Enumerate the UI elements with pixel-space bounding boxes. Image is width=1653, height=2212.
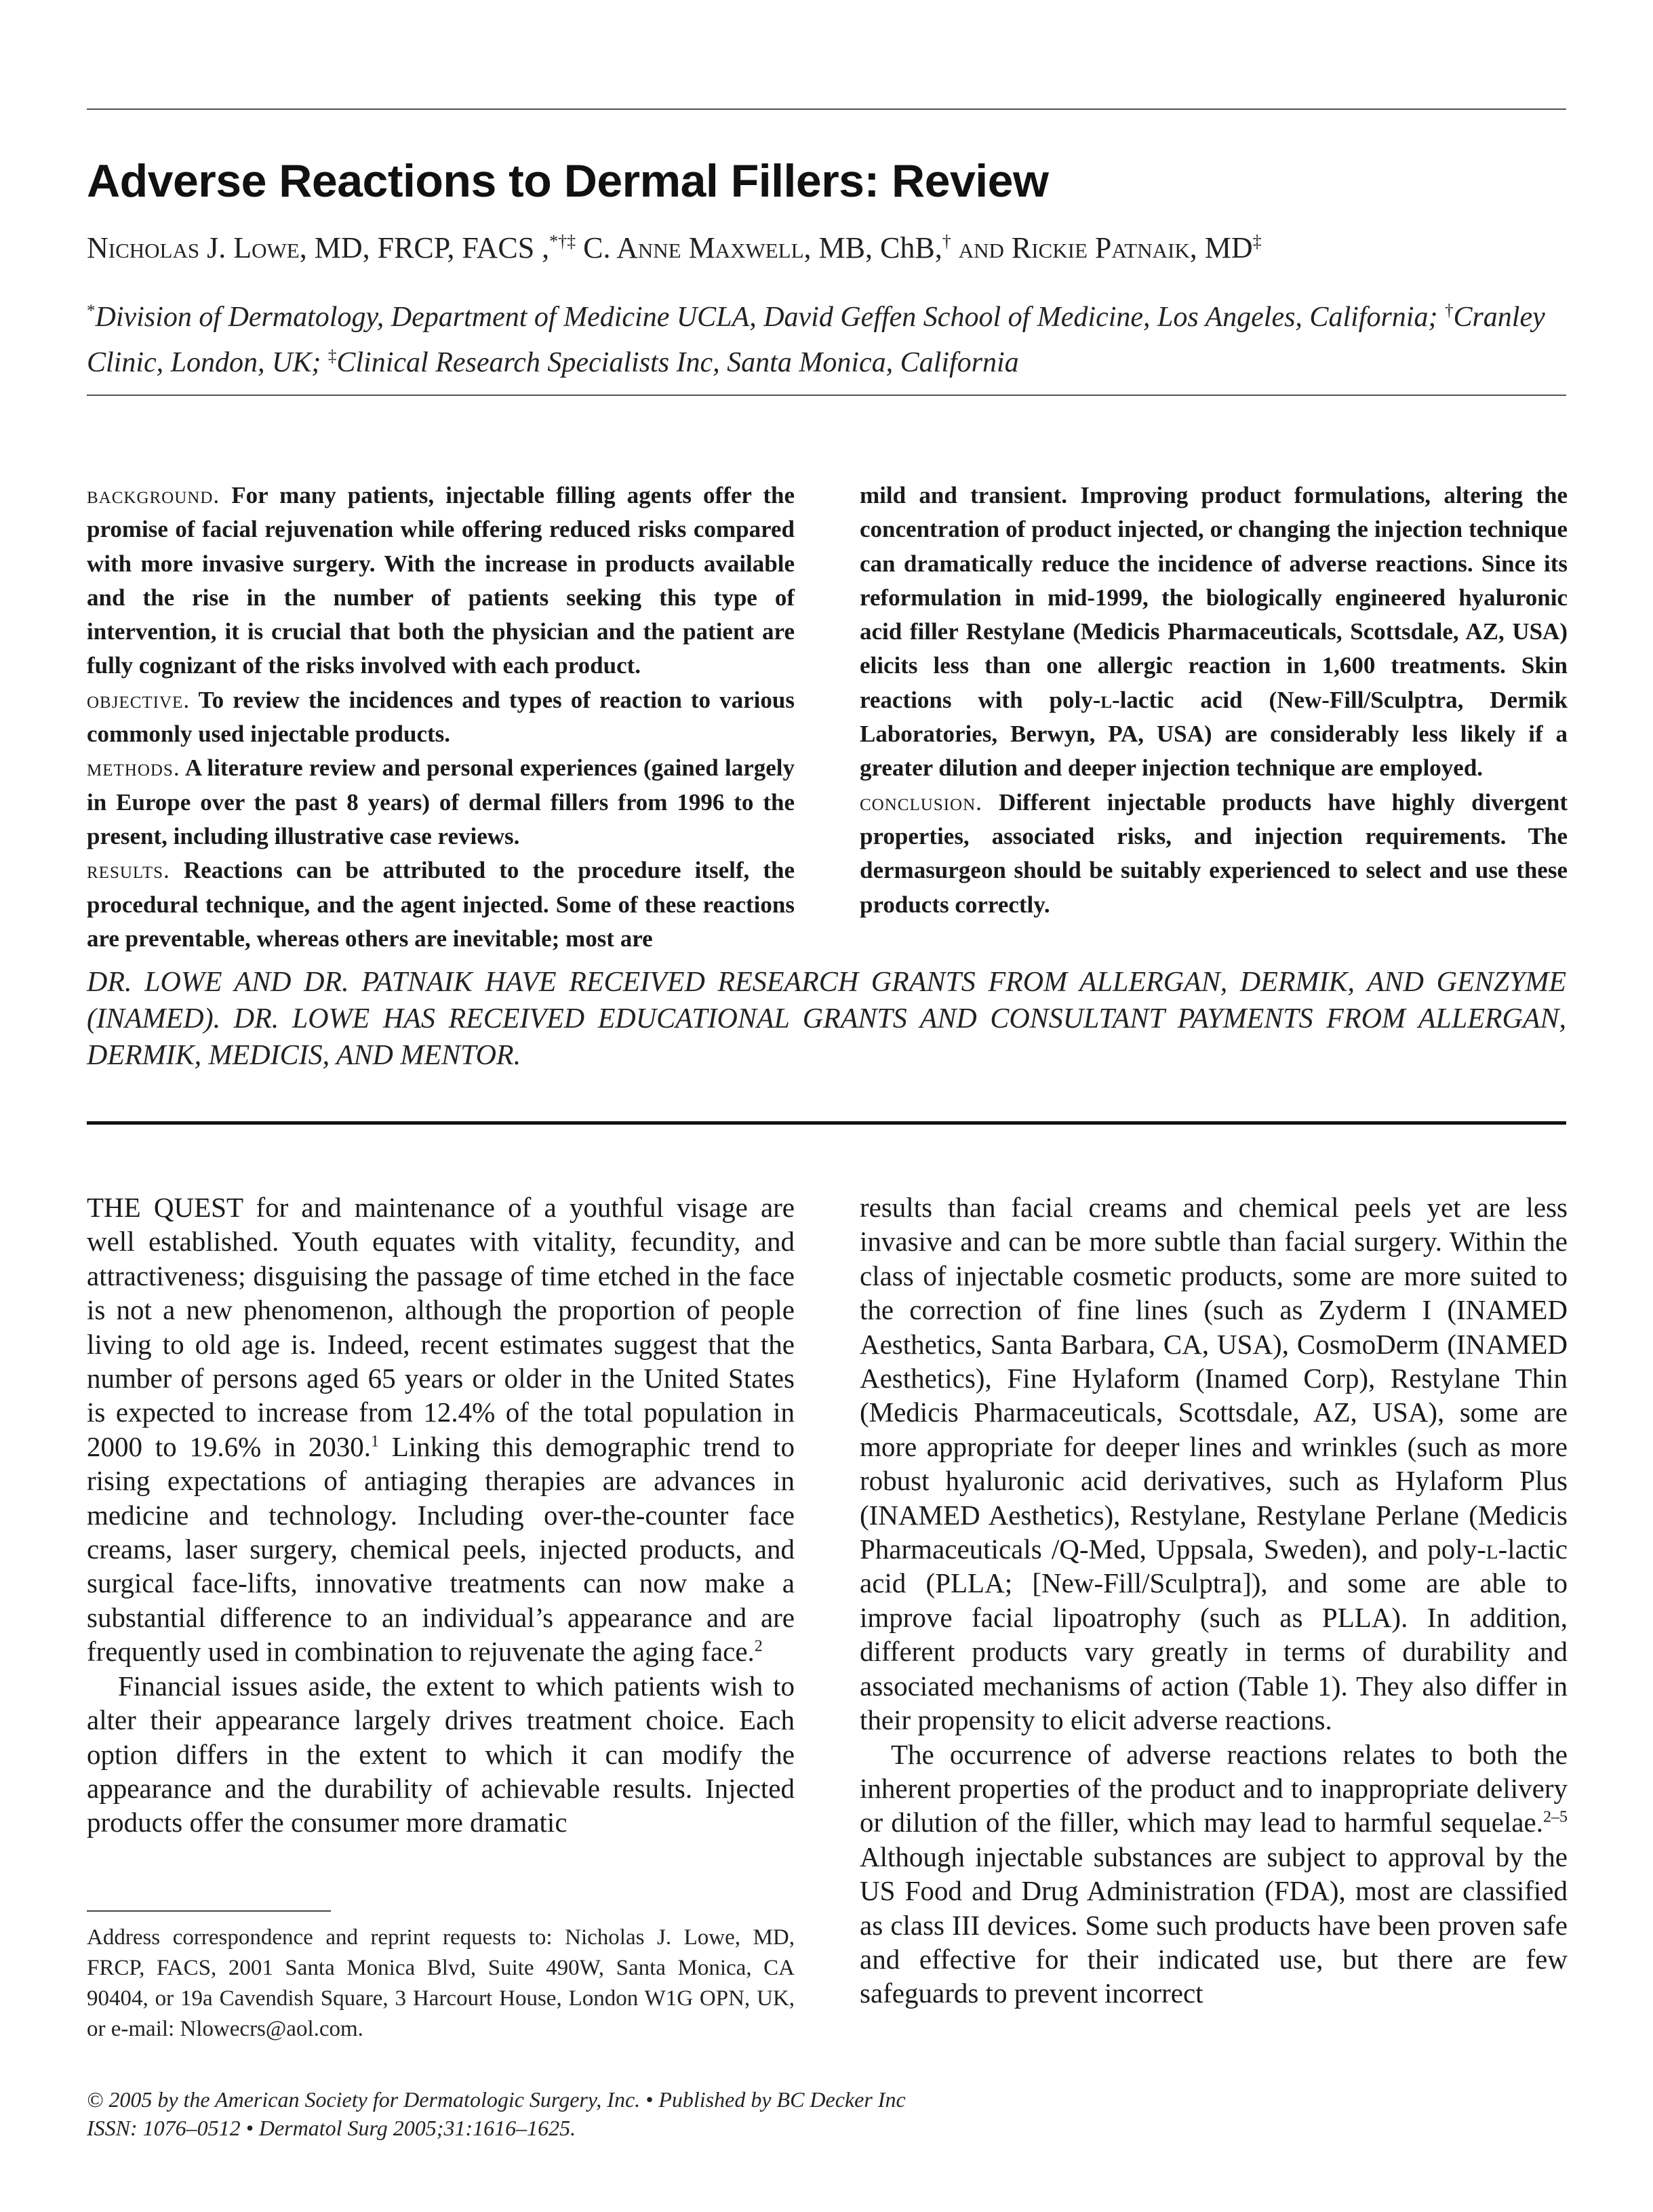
body-paragraph bbox=[860, 1737, 1568, 2011]
abstract-text: mild and transient. Improving product formulations, altering the concentration of product injected, or changing the injection technique can dramatically reduce the incidence of adverse reactions. Since its reformulation in mid-1999, the biologically engineered hyaluronic acid filler Restylane (Medicis Pharmaceuticals, Scottsdale, AZ, USA) elicits less than one allergic reaction in 1,600 treatments. Skin reactions with poly- bbox=[860, 482, 1568, 713]
author-affiliation-marks: *†‡ bbox=[549, 231, 576, 252]
abstract-text: -lactic acid (New-Fill/Sculptra, Dermik Laboratories, Berwyn, PA, USA) are considerably less likely if a greater dilution and deeper injection technique are employed. bbox=[860, 686, 1568, 782]
abstract-text: For many patients, injectable filling agents offer the promise of facial rejuvenation while offering reduced risks compared with more invasive surgery. With the increase in products available and the rise in the number of patients seeking this type of intervention, it is crucial that both the physician and the patient are fully cognizant of the risks involved with each product. bbox=[87, 482, 795, 679]
abstract-text: A literature review and personal experiences (gained largely in Europe over the past 8 years) of dermal fillers from 1996 to the present, including illustrative case reviews. bbox=[87, 755, 795, 849]
author-name: Nicholas J. Lowe bbox=[87, 231, 300, 264]
affiliations bbox=[87, 291, 1572, 382]
affiliation-text: Cranley Clinic, London, UK; bbox=[87, 302, 1545, 378]
abstract-label: objective. bbox=[87, 686, 191, 713]
issn-line: ISSN: 1076–0512 • Dermatol Surg 2005;31:1616–1625. bbox=[87, 2116, 576, 2140]
abstract-label: background. bbox=[87, 482, 220, 508]
author-affiliation-marks: † bbox=[942, 231, 951, 252]
body-text: THE QUEST for and maintenance of a youthful visage are well established. Youth equates with vitality, fecundity, and attractiveness; disguising the passage of time etched in the face is not a new phenomenon, although the proportion of people living to old age is. Indeed, recent estimates suggest that the number of persons aged 65 years or older in the United States is expected to increase from 12.4% of the total population in 2000 to 19.6% in 2030. bbox=[87, 1192, 795, 1462]
body-paragraph bbox=[860, 1190, 1568, 1737]
abstract-results-continued bbox=[860, 479, 1568, 786]
abstract-methods bbox=[87, 751, 795, 853]
affiliation-mark: * bbox=[87, 302, 96, 320]
abstract-text: l bbox=[1100, 686, 1113, 713]
affiliation-text: Division of Dermatology, Department of Medicine UCLA, David Geffen School of Medicine, Los Angeles, California; bbox=[95, 302, 1445, 333]
reference-mark: 2 bbox=[754, 1637, 763, 1655]
abstract-label: conclusion. bbox=[860, 788, 982, 816]
author-line bbox=[87, 230, 1262, 265]
top-rule bbox=[87, 108, 1566, 110]
abstract-text: Reactions can be attributed to the procedure itself, the procedural technique, and the agent injected. Some of these reactions are preventable, whereas others are inevitable; most are bbox=[87, 857, 795, 952]
affiliation-text: Clinical Research Specialists Inc, Santa Monica, California bbox=[336, 347, 1019, 378]
body-text: l bbox=[1486, 1533, 1498, 1565]
author-name: Rickie Patnaik bbox=[1011, 231, 1190, 264]
abstract-conclusion bbox=[860, 786, 1568, 922]
affiliation-mark: ‡ bbox=[327, 347, 337, 365]
article-title: Adverse Reactions to Dermal Fillers: Review bbox=[87, 155, 1049, 207]
abstract-label: results. bbox=[87, 857, 170, 884]
author-conjunction: and bbox=[951, 231, 1012, 264]
body-text: Although injectable substances are subject to approval by the US Food and Drug Administration (FDA), most are classified as class III devices. Some such products have been proven safe and effective for their indicated use, but there are few safeguards to prevent incorrect bbox=[860, 1841, 1568, 2009]
body-paragraph: Financial issues aside, the extent to which patients wish to alter their appearance largely drives treatment choice. Each option differs in the extent to which it can modify the appearance and the durability of achievable results. Injected products offer the consumer more dramatic bbox=[87, 1670, 795, 1838]
copyright-line: © 2005 by the American Society for Dermatologic Surgery, Inc. • Published by BC Decker Inc bbox=[87, 2087, 906, 2112]
section-rule bbox=[87, 1121, 1566, 1125]
abstract-right-column bbox=[860, 479, 1568, 922]
abstract-background bbox=[87, 479, 795, 683]
body-paragraph bbox=[87, 1190, 795, 1669]
header-rule bbox=[87, 395, 1566, 396]
body-text: Linking this demographic trend to rising expectations of antiaging therapies are advances in medicine and technology. Including over-the-counter face creams, laser surgery, chemical peels, injected products, and surgical face-lifts, innovative treatments can now make a substantial difference to an individual’s appearance and are frequently used in combination to rejuvenate the aging face. bbox=[87, 1430, 795, 1668]
author-degrees: , MD, FRCP, FACS , bbox=[299, 231, 550, 264]
body-right-column bbox=[860, 1190, 1568, 2011]
author-degrees: , MD bbox=[1189, 231, 1253, 264]
abstract-objective bbox=[87, 683, 795, 752]
abstract-label: methods. bbox=[87, 755, 180, 782]
reference-mark: 2–5 bbox=[1543, 1808, 1568, 1826]
abstract-left-column bbox=[87, 479, 795, 956]
body-text: -lactic acid (PLLA; [New-Fill/Sculptra]), and some are able to improve facial lipoatrophy (such as PLLA). In addition, different products vary greatly in terms of durability and associated mechanisms of action (Table 1). They also differ in their propensity to elicit adverse reactions. bbox=[860, 1533, 1568, 1736]
affiliation-mark: † bbox=[1444, 302, 1454, 320]
body-left-column bbox=[87, 1190, 795, 1840]
footnote-rule bbox=[87, 1910, 331, 1912]
author-degrees: , MB, ChB, bbox=[803, 231, 942, 264]
correspondence-footnote: Address correspondence and reprint requests to: Nicholas J. Lowe, MD, FRCP, FACS, 2001 Santa Monica Blvd, Suite 490W, Santa Monica, CA 90404, or 19a Cavendish Square, 3 Harcourt House, London W1G OPN, UK, or e-mail: Nlowecrs@aol.com. bbox=[87, 1925, 795, 2041]
conflict-disclosure: DR. LOWE AND DR. PATNAIK HAVE RECEIVED RESEARCH GRANTS FROM ALLERGAN, DERMIK, AND GENZYME (INAMED). DR. LOWE HAS RECEIVED EDUCATIONAL GRANTS AND CONSULTANT PAYMENTS FROM ALLERGAN, DERMIK, MEDICIS, AND MENTOR. bbox=[87, 967, 1566, 1071]
body-text: The occurrence of adverse reactions relates to both the inherent properties of the product and to inappropriate delivery or dilution of the filler, which may lead to harmful sequelae. bbox=[860, 1738, 1568, 1838]
abstract-text: To review the incidences and types of reaction to various commonly used injectable products. bbox=[87, 686, 795, 748]
abstract-text: Different injectable products have highly divergent properties, associated risks, and injection requirements. The dermasurgeon should be suitably experienced to select and use these products correctly. bbox=[860, 788, 1568, 918]
body-text: results than facial creams and chemical peels yet are less invasive and can be more subtle than facial surgery. Within the class of injectable cosmetic products, some are more suited to the correction of fine lines (such as Zyderm I (INAMED Aesthetics, Santa Barbara, CA, USA), CosmoDerm (INAMED Aesthetics), Fine Hylaform (Inamed Corp), Restylane Thin (Medicis Pharmaceuticals, Scottsdale, AZ, USA), some are more appropriate for deeper lines and wrinkles (such as more robust hyaluronic acid derivatives, such as Hylaform Plus (INAMED Aesthetics), Restylane, Restylane Perlane (Medicis Pharmaceuticals /Q-Med, Uppsala, Sweden), and poly- bbox=[860, 1192, 1568, 1565]
copyright-block bbox=[87, 2085, 1104, 2142]
author-affiliation-marks: ‡ bbox=[1252, 231, 1262, 252]
author-name: C. Anne Maxwell bbox=[583, 231, 804, 264]
reference-mark: 1 bbox=[370, 1432, 379, 1451]
abstract-results bbox=[87, 853, 795, 956]
